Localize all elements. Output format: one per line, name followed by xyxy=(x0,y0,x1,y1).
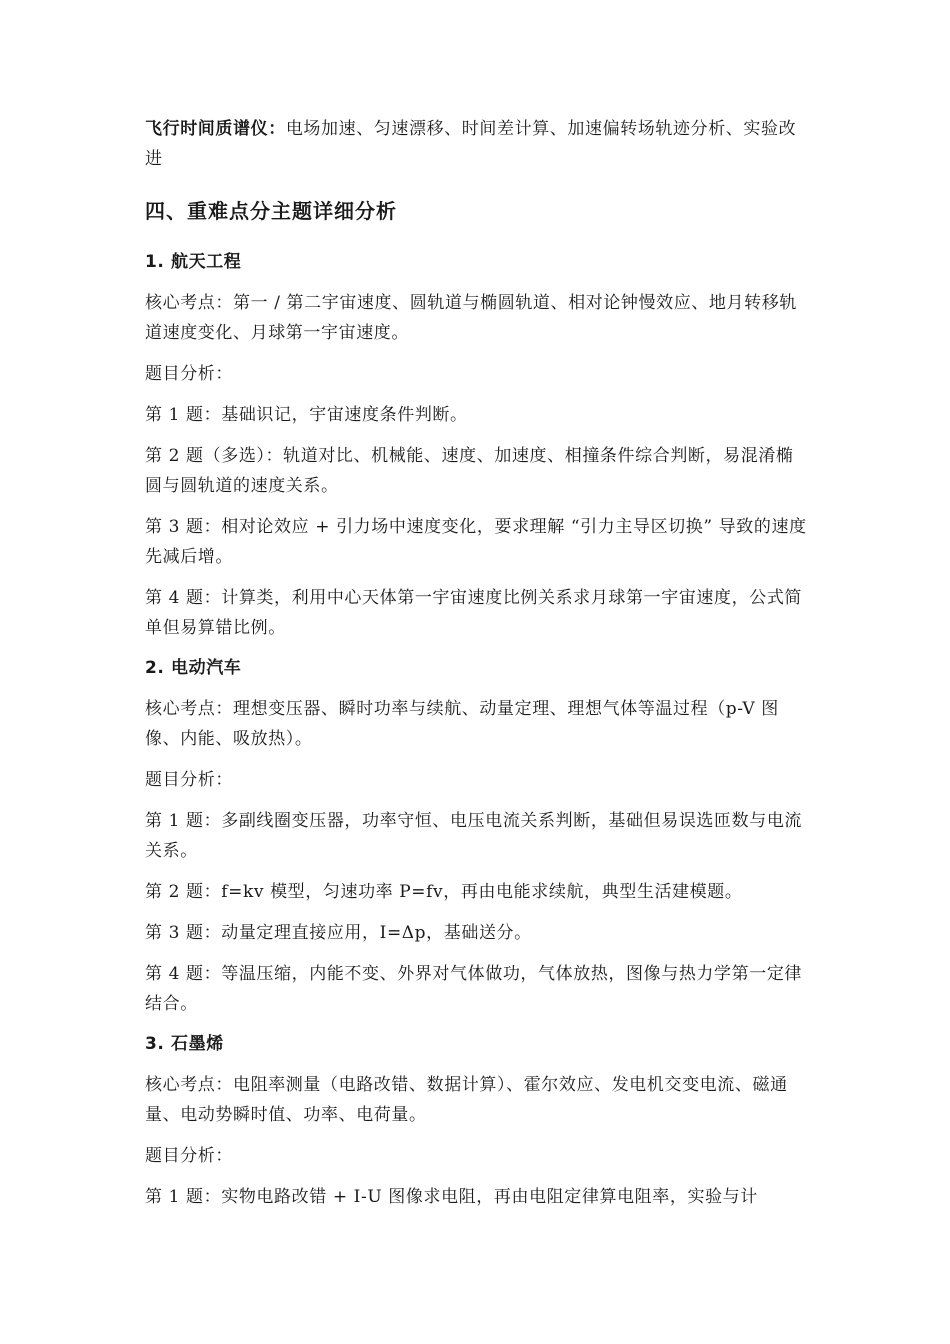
section-title: 1. 航天工程 xyxy=(145,252,242,272)
paragraph: 题目分析： xyxy=(145,364,233,384)
paragraph: 核心考点：电阻率测量（电路改错、数据计算）、霍尔效应、发电机交变电流、磁通量、电动势瞬时值、功率、电荷量。 xyxy=(145,1075,788,1125)
paragraph: 第 3 题：相对论效应 + 引力场中速度变化，要求理解 “引力主导区切换” 导致的速度先减后增。 xyxy=(145,517,807,567)
section-aerospace xyxy=(145,248,810,643)
section-title: 2. 电动汽车 xyxy=(145,658,242,678)
paragraph: 题目分析： xyxy=(145,1146,233,1166)
section-electric-car xyxy=(145,654,810,1019)
paragraph: 第 1 题：多副线圈变压器，功率守恒、电压电流关系判断，基础但易误选匝数与电流关系。 xyxy=(145,811,803,861)
paragraph: 第 4 题：等温压缩，内能不变、外界对气体做功，气体放热，图像与热力学第一定律结合。 xyxy=(145,964,803,1014)
paragraph: 题目分析： xyxy=(145,770,233,790)
paragraph: 第 1 题：基础识记，宇宙速度条件判断。 xyxy=(145,405,468,425)
intro-paragraph xyxy=(145,114,810,174)
paragraph: 核心考点：理想变压器、瞬时功率与续航、动量定理、理想气体等温过程（p-V 图像、内能、吸放热）。 xyxy=(145,699,779,749)
paragraph: 第 3 题：动量定理直接应用，I=Δp，基础送分。 xyxy=(145,923,532,943)
paragraph: 第 2 题（多选）：轨道对比、机械能、速度、加速度、相撞条件综合判断，易混淆椭圆与圆轨道的速度关系。 xyxy=(145,446,794,496)
paragraph: 核心考点：第一 / 第二宇宙速度、圆轨道与椭圆轨道、相对论钟慢效应、地月转移轨道速度变化、月球第一宇宙速度。 xyxy=(145,293,797,343)
section-title: 3. 石墨烯 xyxy=(145,1034,224,1054)
paragraph: 第 4 题：计算类，利用中心天体第一宇宙速度比例关系求月球第一宇宙速度，公式简单但易算错比例。 xyxy=(145,588,803,638)
main-heading: 四、重难点分主题详细分析 xyxy=(145,199,397,223)
intro-text: 电场加速、匀速漂移、时间差计算、加速偏转场轨迹分析、实验改进 xyxy=(145,119,797,169)
section-graphene xyxy=(145,1030,810,1212)
paragraph: 第 2 题：f=kv 模型，匀速功率 P=fv，再由电能求续航，典型生活建模题。 xyxy=(145,882,743,902)
document-page xyxy=(145,114,810,1223)
intro-lead: 飞行时间质谱仪： xyxy=(145,119,286,139)
paragraph: 第 1 题：实物电路改错 + I-U 图像求电阻，再由电阻定律算电阻率，实验与计 xyxy=(145,1187,758,1207)
